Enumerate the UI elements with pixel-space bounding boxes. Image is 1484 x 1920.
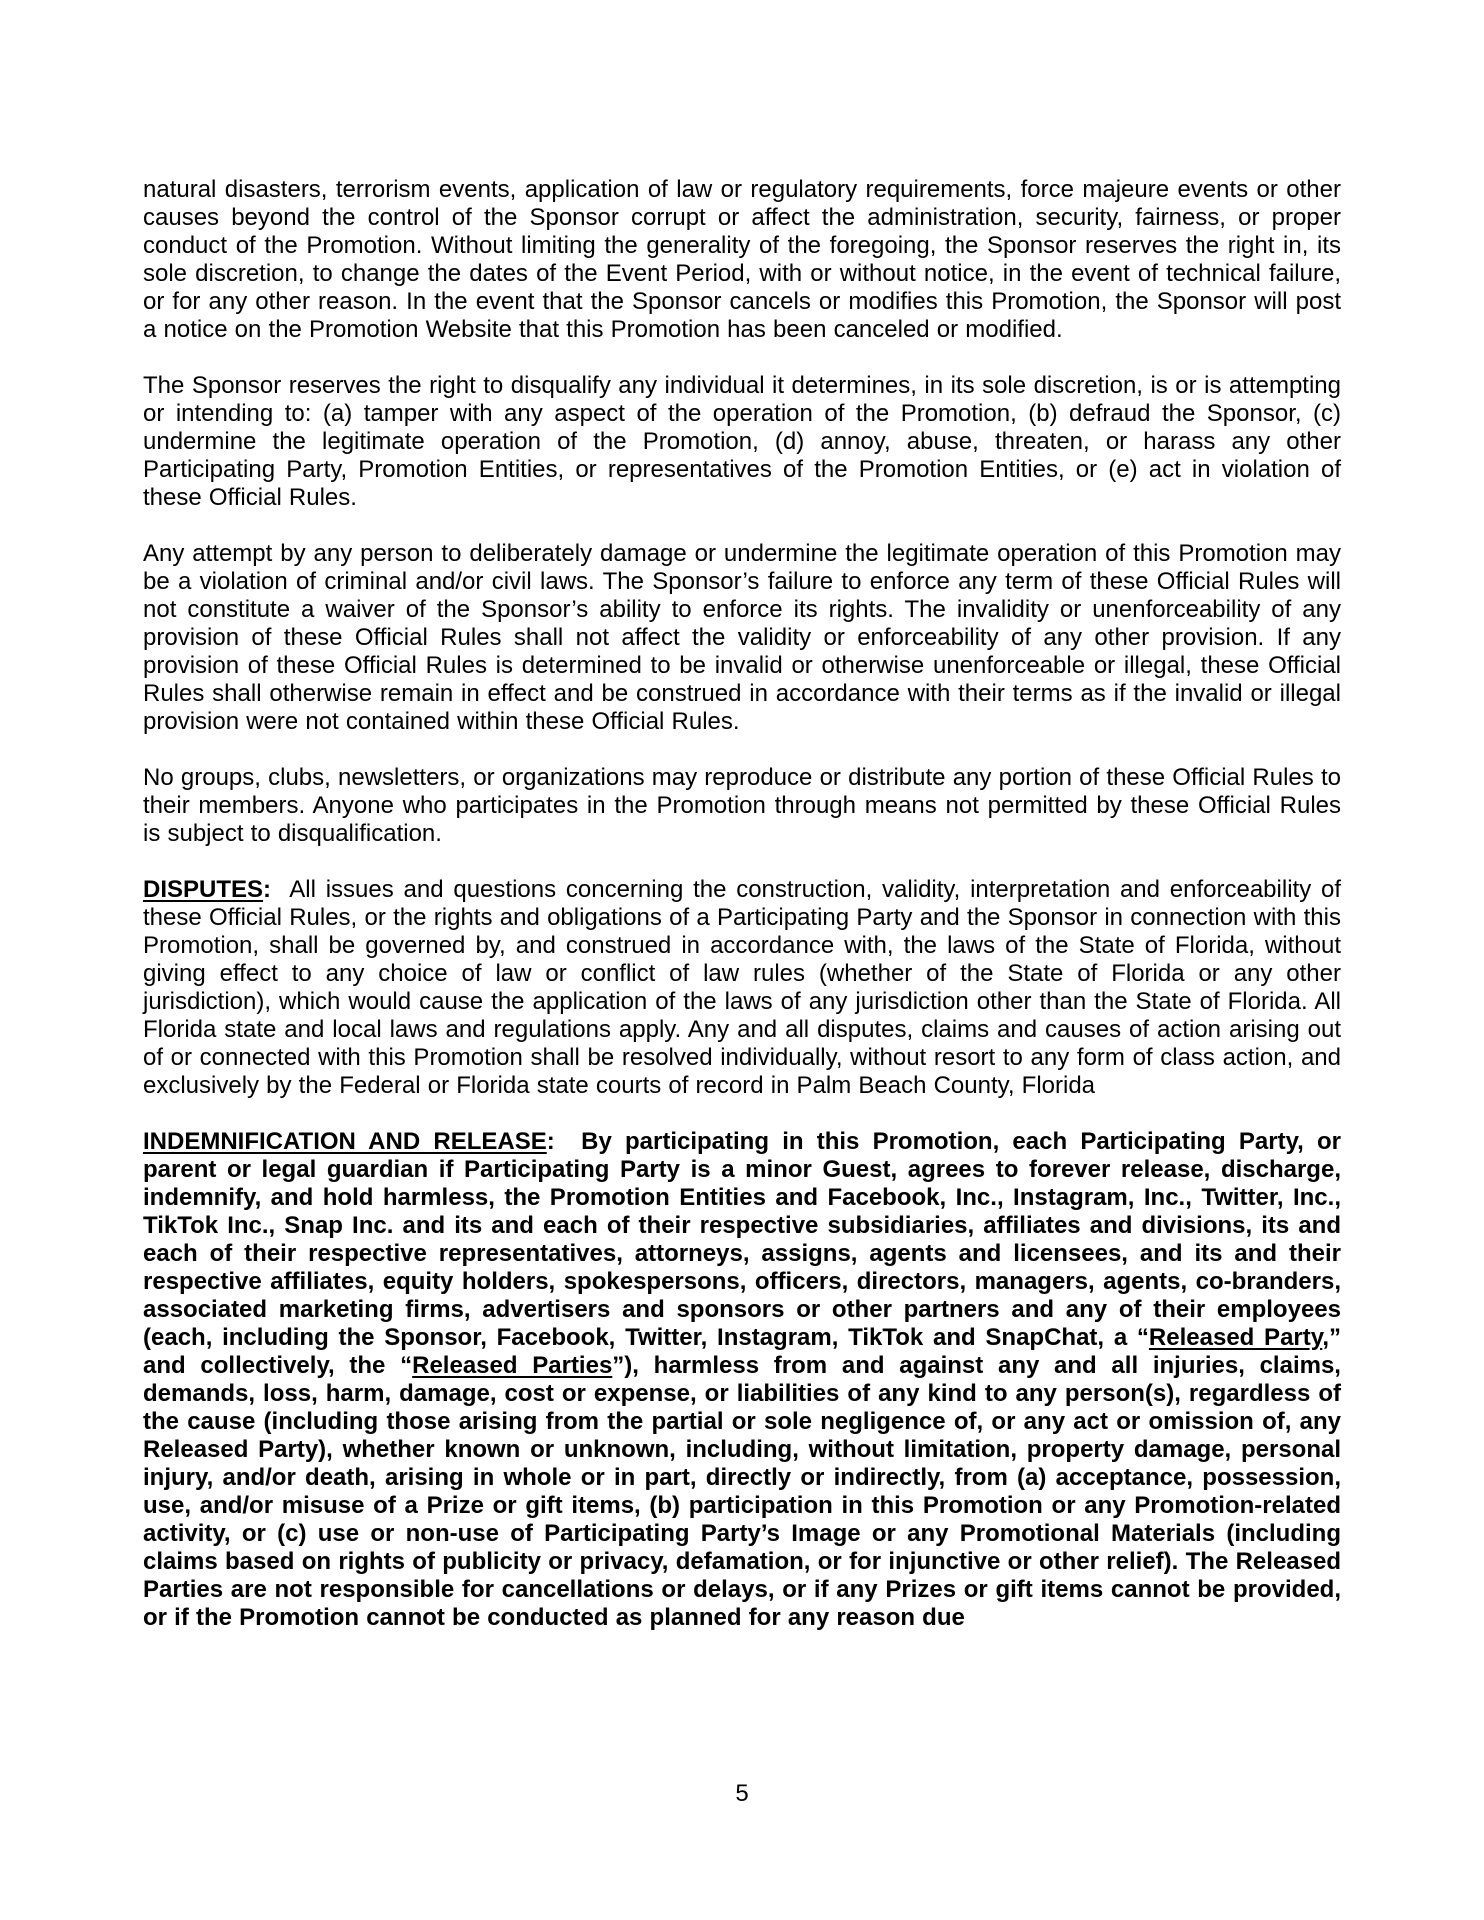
released-party-defined-term: Released Party: [1148, 1324, 1323, 1351]
paragraph-force-majeure: natural disasters, terrorism events, application of law or regulatory requirements, force majeure events or other causes beyond the control of the Sponsor corrupt or affect the administration, security, fairness, or proper conduct of the Promotion. Without limiting the generality of the foregoing, the Sponsor reserves the right in, its sole discretion, to change the dates of the Event Period, with or without notice, in the event of technical failure, or for any other reason. In the event that the Sponsor cancels or modifies this Promotion, the Sponsor will post a notice on the Promotion Website that this Promotion has been canceled or modified.: [143, 176, 1341, 343]
paragraph-tampering-severability: Any attempt by any person to deliberately damage or undermine the legitimate operation of this Promotion may be a violation of criminal and/or civil laws. The Sponsor’s failure to enforce any term of these Official Rules will not constitute a waiver of the Sponsor’s ability to enforce its rights. The invalidity or unenforceability of any provision of these Official Rules shall not affect the validity or enforceability of any other provision. If any provision of these Official Rules is determined to be invalid or otherwise unenforceable or illegal, these Official Rules shall otherwise remain in effect and be construed in accordance with their terms as if the invalid or illegal provision were not contained within these Official Rules.: [143, 540, 1341, 735]
indemnification-body-run: ”), harmless from and against any and all injuries, claims, demands, loss, harm, damage, cost or expense, or liabilities of any kind to any person(s), regardless of the cause (including those arising from the partial or sole negligence of, or any act or omission of, any Released Party), whether known or unknown, including, without limitation, property damage, personal injury, and/or death, arising in whole or in part, directly or indirectly, from (a) acceptance, possession, use, and/or misuse of a Prize or gift items, (b) participation in this Promotion or any Promotion-related activity, or (c) use or non-use of Participating Party’s Image or any Promotional Materials (including claims based on rights of publicity or privacy, defamation, or for injunctive or other relief). The Released Parties are not responsible for cancellations or delays, or if any Prizes or gift items cannot be provided, or if the Promotion cannot be conducted as planned for any reason due: [143, 1352, 1341, 1631]
document-body: [143, 176, 1341, 1632]
disputes-body-text: All issues and questions concerning the construction, validity, interpretation and enforceability of these Official Rules, or the rights and obligations of a Participating Party and the Sponsor in connection with this Promotion, shall be governed by, and construed in accordance with, the laws of the State of Florida, without giving effect to any choice of law or conflict of law rules (whether of the State of Florida or any other jurisdiction), which would cause the application of the laws of any jurisdiction other than the State of Florida. All Florida state and local laws and regulations apply. Any and all disputes, claims and causes of action arising out of or connected with this Promotion shall be resolved individually, without resort to any form of class action, and exclusively by the Federal or Florida state courts of record in Palm Beach County, Florida: [143, 876, 1341, 1099]
disputes-colon: :: [263, 876, 272, 903]
indemnification-colon: :: [546, 1128, 555, 1155]
released-parties-defined-term: Released Parties: [412, 1352, 613, 1379]
disputes-heading: DISPUTES: [143, 876, 264, 903]
paragraph-disqualification-rights: The Sponsor reserves the right to disqualify any individual it determines, in its sole discretion, is or is attempting or intending to: (a) tamper with any aspect of the operation of the Promotion, (b) defraud the Sponsor, (c) undermine the legitimate operation of the Promotion, (d) annoy, abuse, threaten, or harass any other Participating Party, Promotion Entities, or representatives of the Promotion Entities, or (e) act in violation of these Official Rules.: [143, 372, 1341, 511]
paragraph-indemnification: [143, 1128, 1341, 1632]
page-number: 5: [735, 1780, 749, 1807]
paragraph-no-groups: No groups, clubs, newsletters, or organizations may reproduce or distribute any portion of these Official Rules to their members. Anyone who participates in the Promotion through means not permitted by these Official Rules is subject to disqualification.: [143, 764, 1341, 847]
paragraph-disputes: [143, 876, 1341, 1100]
indemnification-body-run: ,” and collectively, the “: [143, 1324, 1341, 1379]
indemnification-heading: INDEMNIFICATION AND RELEASE: [143, 1128, 547, 1155]
indemnification-body-run: By participating in this Promotion, each Participating Party, or parent or legal guardian if Participating Party is a minor Guest, agrees to forever release, discharge, indemnify, and hold harmless, the Promotion Entities and Facebook, Inc., Instagram, Inc., Twitter, Inc., TikTok Inc., Snap Inc. and its and each of their respective subsidiaries, affiliates and divisions, its and each of their respective representatives, attorneys, assigns, agents and licensees, and its and their respective affiliates, equity holders, spokespersons, officers, directors, managers, agents, co-branders, associated marketing firms, advertisers and sponsors or other partners and any of their employees (each, including the Sponsor, Facebook, Twitter, Instagram, TikTok and SnapChat, a “: [143, 1128, 1341, 1351]
